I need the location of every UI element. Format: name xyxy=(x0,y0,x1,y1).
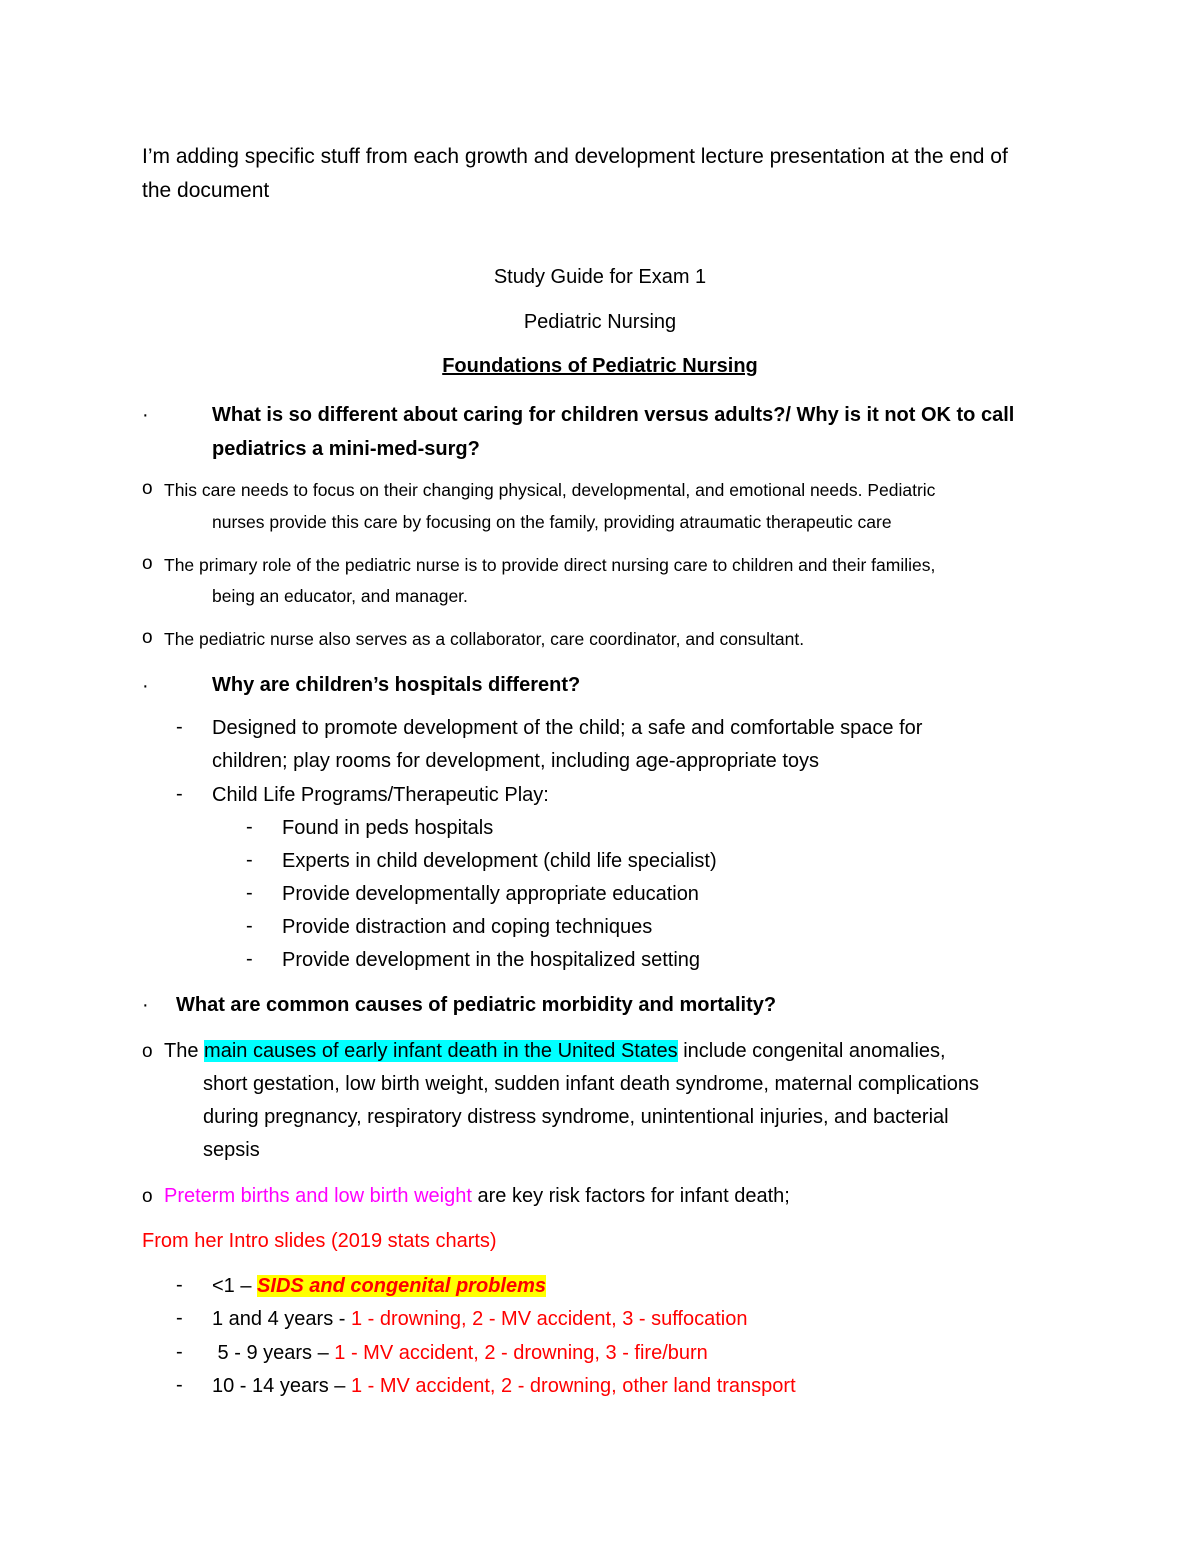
circle-bullet: o xyxy=(142,478,153,499)
dash-bullet: - xyxy=(176,783,183,805)
question-3: What are common causes of pediatric morbidity and mortality? xyxy=(176,994,777,1016)
stats-age: 5 - 9 years – xyxy=(212,1342,335,1364)
stats-causes: 1 - MV accident, 2 - drowning, 3 - fire/burn xyxy=(334,1342,708,1364)
q3-answer-2 xyxy=(164,1180,790,1213)
bullet-dot: · xyxy=(142,675,149,697)
magenta-text: Preterm births and low birth weight xyxy=(164,1185,472,1207)
dash-bullet: - xyxy=(176,1341,183,1363)
stats-age: 1 and 4 years - xyxy=(212,1308,351,1330)
dash-bullet: - xyxy=(246,882,253,904)
stats-causes: SIDS and congenital problems xyxy=(257,1275,546,1297)
stats-item xyxy=(212,1337,708,1370)
answer-1-line-1: This care needs to focus on their changing physical, developmental, and emotional needs. Pediatric xyxy=(164,480,936,500)
answer-2-line-1: The primary role of the pediatric nurse is to provide direct nursing care to children and their families, xyxy=(164,555,936,575)
dash-bullet: - xyxy=(246,816,253,838)
bullet-dot: · xyxy=(142,994,149,1016)
stats-causes: 1 - MV accident, 2 - drowning, other land transport xyxy=(350,1375,796,1397)
dash-bullet: - xyxy=(176,1307,183,1329)
bullet-dot: · xyxy=(142,404,149,426)
intro-line-2: the document xyxy=(142,179,270,202)
q3-answer-1-line-3: during pregnancy, respiratory distress syndrome, unintentional injuries, and bacterial xyxy=(203,1106,949,1128)
section-heading: Foundations of Pediatric Nursing xyxy=(442,355,758,377)
q2-item-1-line-1: Designed to promote development of the child; a safe and comfortable space for xyxy=(212,717,923,739)
dash-bullet: - xyxy=(176,716,183,738)
study-guide-title: Study Guide for Exam 1 xyxy=(493,266,707,288)
dash-bullet: - xyxy=(176,1274,183,1296)
dash-bullet: - xyxy=(246,849,253,871)
circle-bullet: o xyxy=(142,1186,153,1207)
q2-item-2: Child Life Programs/Therapeutic Play: xyxy=(212,784,549,806)
q3-answer-1-prefix: The xyxy=(164,1040,205,1062)
stats-age: 10 - 14 years – xyxy=(212,1375,351,1397)
q3-answer-2-rest: are key risk factors for infant death; xyxy=(471,1185,790,1207)
intro-slides-heading: From her Intro slides (2019 stats charts) xyxy=(142,1230,497,1252)
answer-1-line-2: nurses provide this care by focusing on the family, providing atraumatic therapeutic care xyxy=(212,512,892,532)
q3-answer-1-rest: include congenital anomalies, xyxy=(677,1040,946,1062)
q3-answer-1-line-1 xyxy=(164,1035,946,1068)
answer-2-line-2: being an educator, and manager. xyxy=(212,586,468,606)
circle-bullet: o xyxy=(142,553,153,574)
circle-bullet: o xyxy=(142,627,153,648)
intro-line-1: I’m adding specific stuff from each growth and development lecture presentation at the end of xyxy=(142,145,1008,168)
answer-3-line-1: The pediatric nurse also serves as a collaborator, care coordinator, and consultant. xyxy=(164,629,805,649)
stats-item xyxy=(212,1370,796,1403)
q2-sub-item: Provide development in the hospitalized setting xyxy=(282,949,701,971)
question-1-line-2: pediatrics a mini-med-surg? xyxy=(212,438,480,460)
q2-sub-item: Provide developmentally appropriate education xyxy=(282,883,699,905)
course-title: Pediatric Nursing xyxy=(523,311,677,333)
stats-item xyxy=(212,1270,546,1303)
stats-age: <1 – xyxy=(212,1275,258,1297)
dash-bullet: - xyxy=(246,915,253,937)
q2-item-1-line-2: children; play rooms for development, including age-appropriate toys xyxy=(212,750,820,772)
q2-sub-item: Found in peds hospitals xyxy=(282,817,494,839)
highlighted-text: main causes of early infant death in the United States xyxy=(204,1040,678,1062)
q2-sub-item: Provide distraction and coping techniques xyxy=(282,916,653,938)
dash-bullet: - xyxy=(246,948,253,970)
circle-bullet: o xyxy=(142,1041,153,1062)
question-2: Why are children’s hospitals different? xyxy=(212,674,581,696)
stats-causes: 1 - drowning, 2 - MV accident, 3 - suffocation xyxy=(350,1308,748,1330)
q3-answer-1-line-2: short gestation, low birth weight, sudden infant death syndrome, maternal complications xyxy=(203,1073,979,1095)
stats-item xyxy=(212,1303,747,1336)
q3-answer-1-line-4: sepsis xyxy=(203,1139,260,1161)
dash-bullet: - xyxy=(176,1374,183,1396)
question-1-line-1: What is so different about caring for children versus adults?/ Why is it not OK to call xyxy=(212,404,1015,426)
q2-sub-item: Experts in child development (child life specialist) xyxy=(282,850,717,872)
